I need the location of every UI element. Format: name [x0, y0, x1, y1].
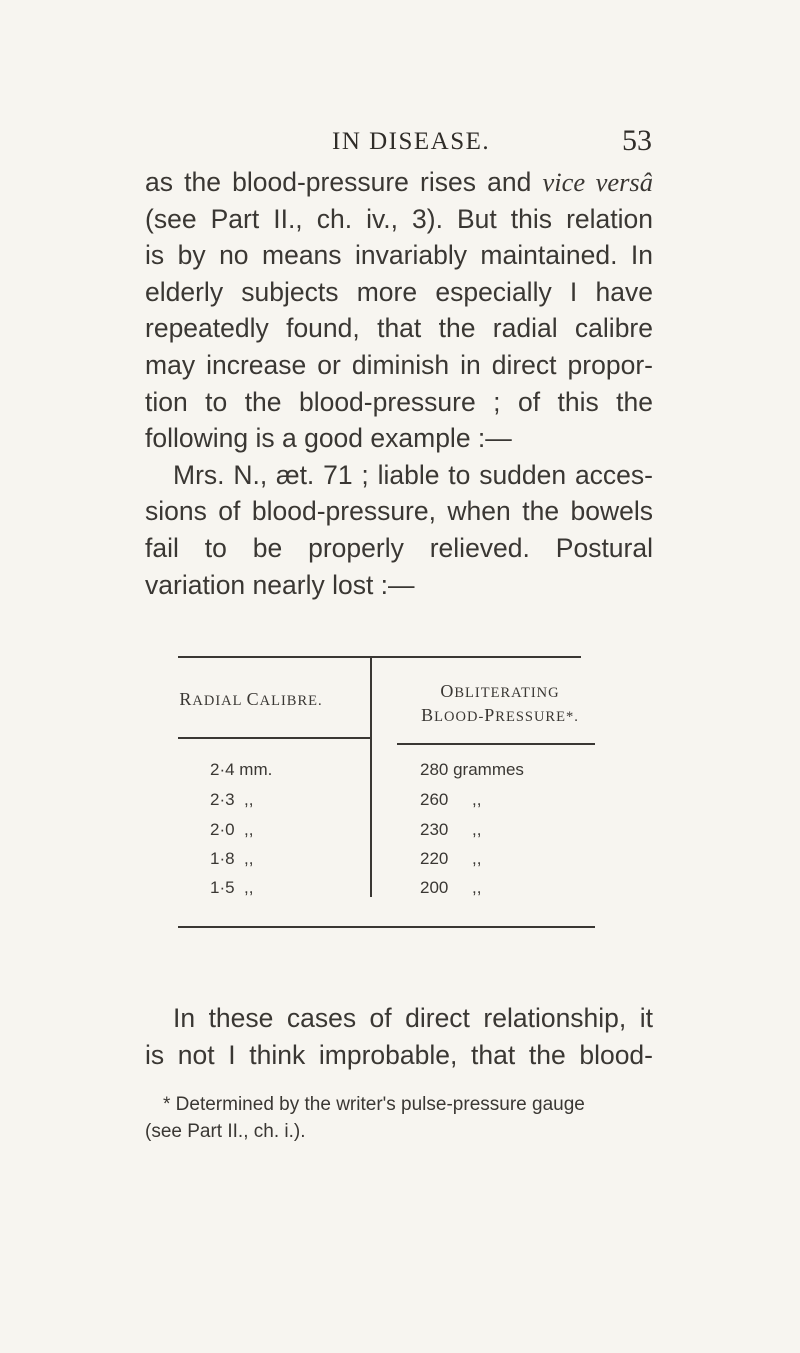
header-rule-left — [178, 737, 371, 739]
pressure-cell: 260 ,, — [420, 790, 482, 809]
footnote — [145, 1091, 665, 1145]
calibre-cell: 1·5 ,, — [210, 878, 254, 897]
page-number: 53 — [622, 124, 652, 157]
text-line: following is a good example :— — [145, 423, 512, 454]
header-initial: B — [421, 705, 435, 725]
header-text: BLITERATING — [454, 685, 560, 701]
italic-phrase: vice versâ — [542, 167, 653, 197]
header-initial: C — [246, 689, 260, 709]
header-line — [390, 704, 610, 728]
header-initial: P — [484, 705, 496, 725]
calibre-cell: 2·0 ,, — [210, 820, 254, 839]
header-initial: R — [179, 689, 193, 709]
table-top-rule — [178, 656, 581, 658]
pressure-cell: 230 ,, — [420, 820, 482, 839]
footnote-line: * Determined by the writer's pulse-pressure gauge — [163, 1094, 585, 1115]
paragraph-1 — [145, 164, 653, 603]
table-column-divider — [370, 656, 372, 897]
table-bottom-rule — [178, 926, 595, 928]
text-line — [145, 164, 653, 201]
text-line: is by no means invariably maintained. In — [145, 240, 653, 271]
text-line: In these cases of direct relationship, it — [173, 1003, 653, 1033]
text-span: as the blood-pressure rises and — [145, 167, 543, 197]
text-line: variation nearly lost :— — [145, 569, 415, 600]
calibre-cell: 1·8 ,, — [210, 849, 254, 868]
header-initial: O — [440, 681, 455, 701]
paragraph-2 — [145, 1000, 653, 1073]
header-text: RESSURE*. — [495, 709, 579, 725]
pressure-cell: 200 ,, — [420, 878, 482, 897]
column-header-radial-calibre — [136, 689, 366, 710]
column-header-obliterating-pressure — [390, 680, 610, 728]
text-line: fail to be properly relieved. Postural — [145, 532, 653, 563]
pressure-cell: 220 ,, — [420, 849, 482, 868]
footnote-line: (see Part II., ch. i.). — [145, 1121, 306, 1142]
text-line: is not I think improbable, that the blood- — [145, 1039, 653, 1070]
header-rule-right — [397, 743, 595, 745]
text-line: (see Part II., ch. iv., 3). But this relation — [145, 203, 653, 234]
header-text: LOOD- — [434, 709, 485, 725]
running-title: IN DISEASE. — [332, 128, 491, 155]
text-line: repeatedly found, that the radial calibre — [145, 313, 653, 344]
header-text: ADIAL — [192, 693, 247, 709]
text-line: tion to the blood-pressure ; of this the — [145, 386, 653, 417]
text-line: may increase or diminish in direct propor- — [145, 349, 653, 380]
calibre-cell: 2·4 mm. — [210, 760, 273, 779]
header-line — [390, 680, 610, 704]
text-line: Mrs. N., æt. 71 ; liable to sudden acces- — [173, 459, 653, 490]
calibre-cell: 2·3 ,, — [210, 790, 254, 809]
pressure-cell: 280 grammes — [420, 760, 524, 779]
text-line: sions of blood-pressure, when the bowels — [145, 496, 653, 527]
header-text: ALIBRE. — [259, 693, 323, 709]
text-line: elderly subjects more especially I have — [145, 276, 653, 307]
